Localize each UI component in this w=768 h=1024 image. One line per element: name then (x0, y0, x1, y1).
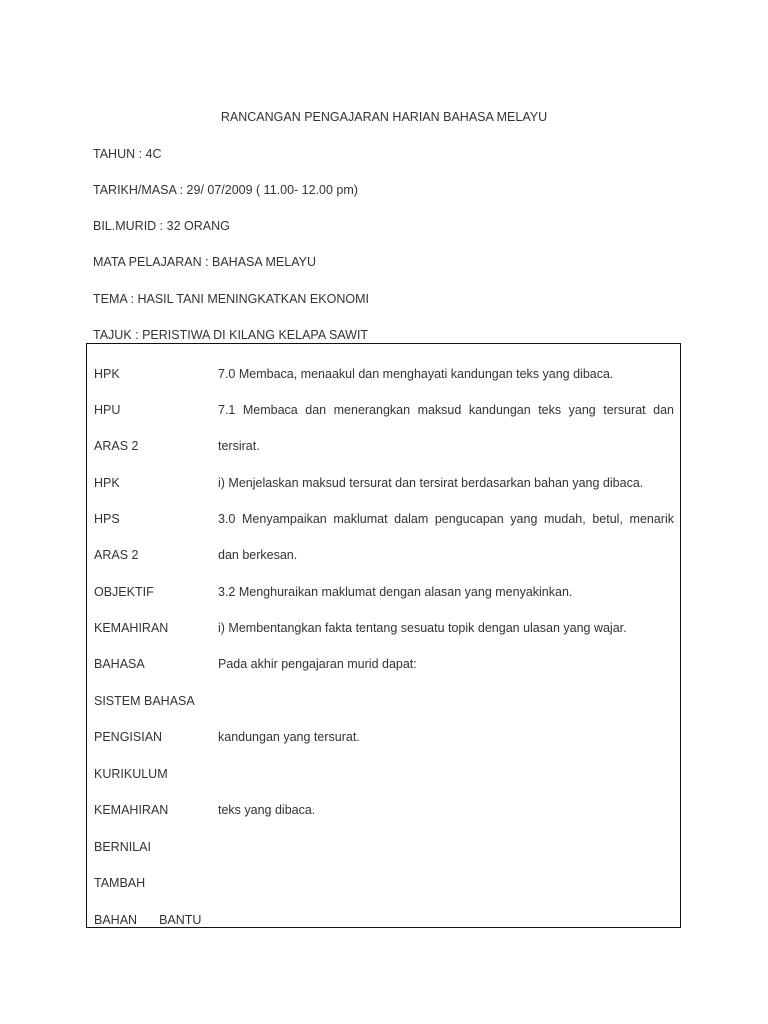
lesson-plan-table (86, 343, 681, 928)
bil-murid-line: BIL.MURID : 32 ORANG (93, 219, 230, 233)
row-label: HPU (94, 403, 121, 417)
table-row (87, 840, 680, 860)
table-row (87, 876, 680, 896)
row-label: HPK (94, 367, 120, 381)
row-label: ARAS 2 (94, 439, 139, 453)
tema-line: TEMA : HASIL TANI MENINGKATKAN EKONOMI (93, 292, 369, 306)
table-row (87, 803, 680, 823)
row-value: Pada akhir pengajaran murid dapat: (218, 657, 417, 671)
row-value: 3.2 Menghuraikan maklumat dengan alasan yang menyakinkan. (218, 585, 573, 599)
table-row (87, 439, 680, 459)
table-row (87, 621, 680, 641)
row-label: BAHAN BANTU (94, 913, 202, 927)
table-row (87, 585, 680, 605)
mata-pelajaran-line: MATA PELAJARAN : BAHASA MELAYU (93, 255, 316, 269)
row-label: BAHASA (94, 657, 145, 671)
row-label: KURIKULUM (94, 767, 168, 781)
table-row (87, 694, 680, 714)
table-row (87, 476, 680, 496)
row-value: i) Membentangkan fakta tentang sesuatu topik dengan ulasan yang wajar. (218, 621, 627, 635)
row-label: KEMAHIRAN (94, 621, 169, 635)
table-row (87, 403, 680, 423)
table-row (87, 913, 680, 933)
tarikh-masa-line: TARIKH/MASA : 29/ 07/2009 ( 11.00- 12.00 pm) (93, 183, 358, 197)
row-value: 3.0 Menyampaikan maklumat dalam pengucapan yang mudah, betul, menarik (218, 512, 674, 526)
table-row (87, 512, 680, 532)
table-row (87, 657, 680, 677)
row-label: ARAS 2 (94, 548, 139, 562)
tahun-line: TAHUN : 4C (93, 147, 162, 161)
row-label: HPK (94, 476, 120, 490)
row-label: TAMBAH (94, 876, 146, 890)
row-label: SISTEM BAHASA (94, 694, 195, 708)
row-label: BERNILAI (94, 840, 151, 854)
row-label: HPS (94, 512, 120, 526)
row-label: KEMAHIRAN (94, 803, 169, 817)
table-row (87, 767, 680, 787)
row-value: tersirat. (218, 439, 260, 453)
table-row (87, 730, 680, 750)
row-label: OBJEKTIF (94, 585, 154, 599)
row-label: PENGISIAN (94, 730, 163, 744)
row-value: kandungan yang tersurat. (218, 730, 360, 744)
table-row (87, 367, 680, 387)
page-title: RANCANGAN PENGAJARAN HARIAN BAHASA MELAYU (220, 110, 548, 124)
row-value: teks yang dibaca. (218, 803, 316, 817)
row-value: i) Menjelaskan maksud tersurat dan tersirat berdasarkan bahan yang dibaca. (218, 476, 644, 490)
table-row (87, 548, 680, 568)
tajuk-line: TAJUK : PERISTIWA DI KILANG KELAPA SAWIT (93, 328, 369, 342)
row-value: 7.0 Membaca, menaakul dan menghayati kandungan teks yang dibaca. (218, 367, 614, 381)
row-value: dan berkesan. (218, 548, 298, 562)
row-value: 7.1 Membaca dan menerangkan maksud kandungan teks yang tersurat dan (218, 403, 674, 417)
